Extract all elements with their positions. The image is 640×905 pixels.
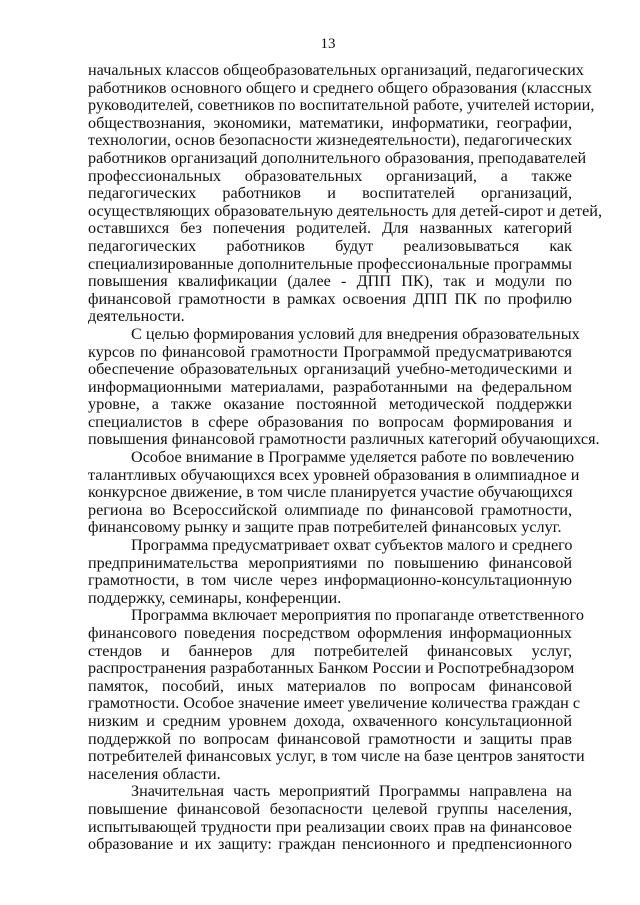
text-line: специалистов в сфере образования по вопросам формирования и (88, 412, 572, 431)
text-line: потребителей финансовых услуг, в том числе на базе центров занятости (88, 747, 585, 766)
text-line: конкурсное движение, в том числе планируется участие обучающихся (88, 483, 573, 502)
text-line: Особое внимание в Программе уделяется работе по вовлечению (131, 448, 575, 467)
text-line: распространения разработанных Банком России и Роспотребнадзором (88, 659, 575, 678)
text-line: Значительная часть мероприятий Программы направлена на (131, 782, 572, 801)
text-line: специализированные дополнительные профессиональные программы (88, 254, 572, 273)
text-line: курсов по финансовой грамотности Программой предусматриваются (88, 342, 572, 361)
text-line: работников основного общего и среднего общего образования (классных (88, 78, 592, 97)
page-number: 13 (320, 36, 336, 52)
text-line: поддержкой по вопросам финансовой грамотности и защиты прав (88, 729, 572, 748)
text-line: уровне, а также оказание постоянной методической поддержки (88, 395, 572, 414)
text-line: низким и средним уровнем дохода, охваченного консультационной (88, 711, 572, 730)
text-line: финансового поведения посредством оформления информационных (88, 624, 572, 642)
text-line: Программа включает мероприятия по пропаганде ответственного (131, 606, 584, 625)
text-line: работников организаций дополнительного образования, преподавателей (88, 148, 587, 167)
text-line: начальных классов общеобразовательных организаций, педагогических (88, 61, 584, 79)
text-line: обеспечение образовательных организаций учебно-методическими и (88, 360, 572, 379)
text-line: оставшихся без попечения родителей. Для названных категорий (88, 219, 572, 238)
text-line: осуществляющих образовательную деятельность для детей-сирот и детей, (88, 201, 603, 220)
text-line: финансовому рынку и защите прав потребителей финансовых услуг. (88, 518, 562, 537)
paragraph (88, 606, 585, 783)
paragraph (88, 324, 600, 449)
text-line: региона во Всероссийской олимпиаде по финансовой грамотности, (88, 500, 572, 519)
document-body (88, 61, 603, 854)
text-line: населения области. (88, 764, 221, 783)
paragraph (88, 783, 572, 853)
paragraph (88, 448, 580, 537)
text-line: грамотности. Особое значение имеет увеличение количества граждан с (88, 694, 581, 713)
text-line: поддержку, семинары, конференции. (88, 588, 342, 607)
paragraph (88, 537, 572, 607)
text-line: технологии, основ безопасности жизнедеятельности), педагогических (88, 131, 573, 150)
text-line: С целью формирования условий для внедрения образовательных (131, 324, 580, 343)
text-line: повышения квалификации (далее - ДПП ПК), так и модули по (88, 272, 572, 291)
text-line: обществознания, экономики, математики, информатики, географии, (88, 113, 572, 132)
text-line: повышение финансовой безопасности целевой группы населения, (88, 799, 572, 818)
text-line: деятельности. (88, 307, 185, 326)
text-line: образование и их защиту: граждан пенсионного и предпенсионного (88, 835, 572, 854)
text-line: профессиональных образовательных организаций, а также (88, 166, 572, 185)
text-line: грамотности, в том числе через информационно-консультационную (88, 571, 572, 590)
text-line: финансовой грамотности в рамках освоения ДПП ПК по профилю (88, 289, 572, 308)
paragraph (88, 61, 603, 326)
text-line: испытывающей трудности при реализации своих прав на финансовое (88, 817, 572, 836)
text-line: Программа предусматривает охват субъектов малого и среднего (131, 536, 573, 555)
text-line: стендов и баннеров для потребителей финансовых услуг, (88, 641, 572, 660)
text-line: информационными материалами, разработанными на федеральном (88, 377, 572, 396)
text-line: педагогических работников будут реализовываться как (88, 236, 572, 255)
text-line: предпринимательства мероприятиями по повышению финансовой (88, 553, 572, 572)
text-line: талантливых обучающихся всех уровней образования в олимпиадное и (88, 465, 580, 484)
text-line: памяток, пособий, иных материалов по вопросам финансовой (88, 676, 572, 695)
text-line: повышения финансовой грамотности различных категорий обучающихся. (88, 430, 600, 449)
text-line: педагогических работников и воспитателей организаций, (88, 184, 572, 203)
text-line: руководителей, советников по воспитательной работе, учителей истории, (88, 96, 595, 115)
